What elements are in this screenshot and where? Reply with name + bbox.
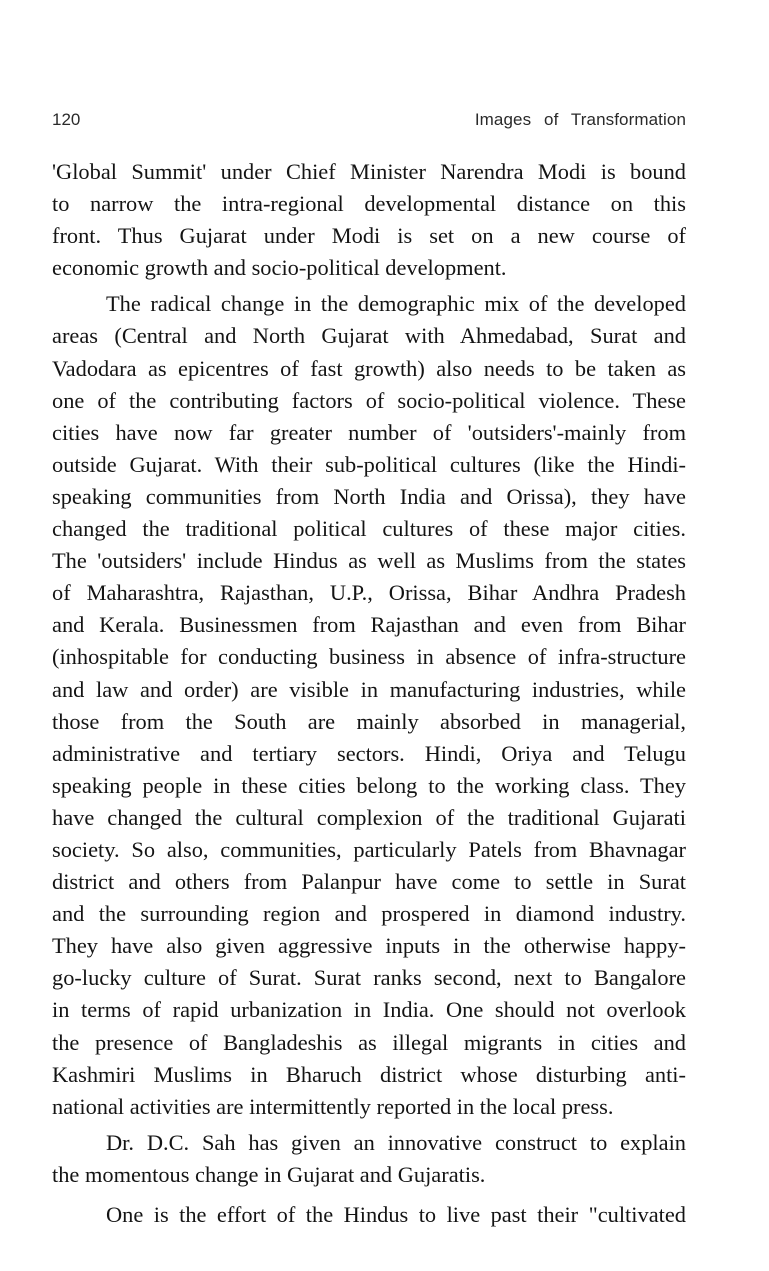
book-page [52, 110, 686, 1231]
text-line: the presence of Bangladeshis as illegal migrants in cities and [52, 1029, 686, 1055]
text-line: The 'outsiders' include Hindus as well as Muslims from the states [52, 548, 686, 574]
text-line: changed the traditional political cultures of these major cities. [52, 516, 686, 542]
paragraph [52, 288, 686, 1122]
text-line: front. Thus Gujarat under Modi is set on a new course of [52, 223, 686, 249]
text-line: go-lucky culture of Surat. Surat ranks second, next to Bangalore [52, 965, 686, 991]
text-line: district and others from Palanpur have come to settle in Surat [52, 869, 686, 895]
text-line: economic growth and socio-political development. [52, 255, 507, 281]
text-line: in terms of rapid urbanization in India. One should not overlook [52, 997, 686, 1023]
paragraph [52, 156, 686, 284]
text-line: to narrow the intra-regional developmental distance on this [52, 191, 686, 217]
text-line: speaking people in these cities belong to the working class. They [52, 772, 686, 798]
text-line: have changed the cultural complexion of the traditional Gujarati [52, 804, 686, 830]
paragraph [52, 1127, 686, 1191]
text-line: the momentous change in Gujarat and Gujaratis. [52, 1161, 486, 1187]
text-line: Dr. D.C. Sah has given an innovative construct to explain [106, 1129, 686, 1155]
text-line: and Kerala. Businessmen from Rajasthan and even from Bihar [52, 612, 686, 638]
text-line: areas (Central and North Gujarat with Ahmedabad, Surat and [52, 323, 686, 349]
text-line: One is the effort of the Hindus to live past their "cultivated [106, 1202, 686, 1227]
text-line: administrative and tertiary sectors. Hindi, Oriya and Telugu [52, 740, 686, 766]
text-line: (inhospitable for conducting business in absence of infra-structure [52, 644, 686, 670]
text-line: outside Gujarat. With their sub-political cultures (like the Hindi- [52, 451, 686, 477]
page-number: 120 [52, 110, 81, 129]
text-line: The radical change in the demographic mix of the developed [106, 291, 686, 317]
text-line: Kashmiri Muslims in Bharuch district whose disturbing anti- [52, 1061, 686, 1087]
paragraph-gap [52, 1191, 686, 1199]
paragraph [52, 1199, 686, 1231]
text-line: and the surrounding region and prospered in diamond industry. [52, 901, 686, 927]
text-line: those from the South are mainly absorbed in managerial, [52, 708, 686, 734]
text-line: 'Global Summit' under Chief Minister Narendra Modi is bound [52, 159, 686, 184]
running-title: Images of Transformation [474, 110, 686, 129]
body-text [52, 156, 686, 1231]
text-line: of Maharashtra, Rajasthan, U.P., Orissa, Bihar Andhra Pradesh [52, 580, 686, 606]
text-line: Vadodara as epicentres of fast growth) also needs to be taken as [52, 355, 686, 381]
text-line: speaking communities from North India and Orissa), they have [52, 483, 686, 509]
text-line: society. So also, communities, particularly Patels from Bhavnagar [52, 836, 686, 862]
text-line: national activities are intermittently reported in the local press. [52, 1093, 614, 1119]
running-header [52, 110, 686, 136]
text-line: one of the contributing factors of socio-political violence. These [52, 387, 686, 413]
text-line: and law and order) are visible in manufacturing industries, while [52, 676, 686, 702]
text-line: They have also given aggressive inputs in the otherwise happy- [52, 933, 686, 959]
text-line: cities have now far greater number of 'outsiders'-mainly from [52, 419, 686, 445]
